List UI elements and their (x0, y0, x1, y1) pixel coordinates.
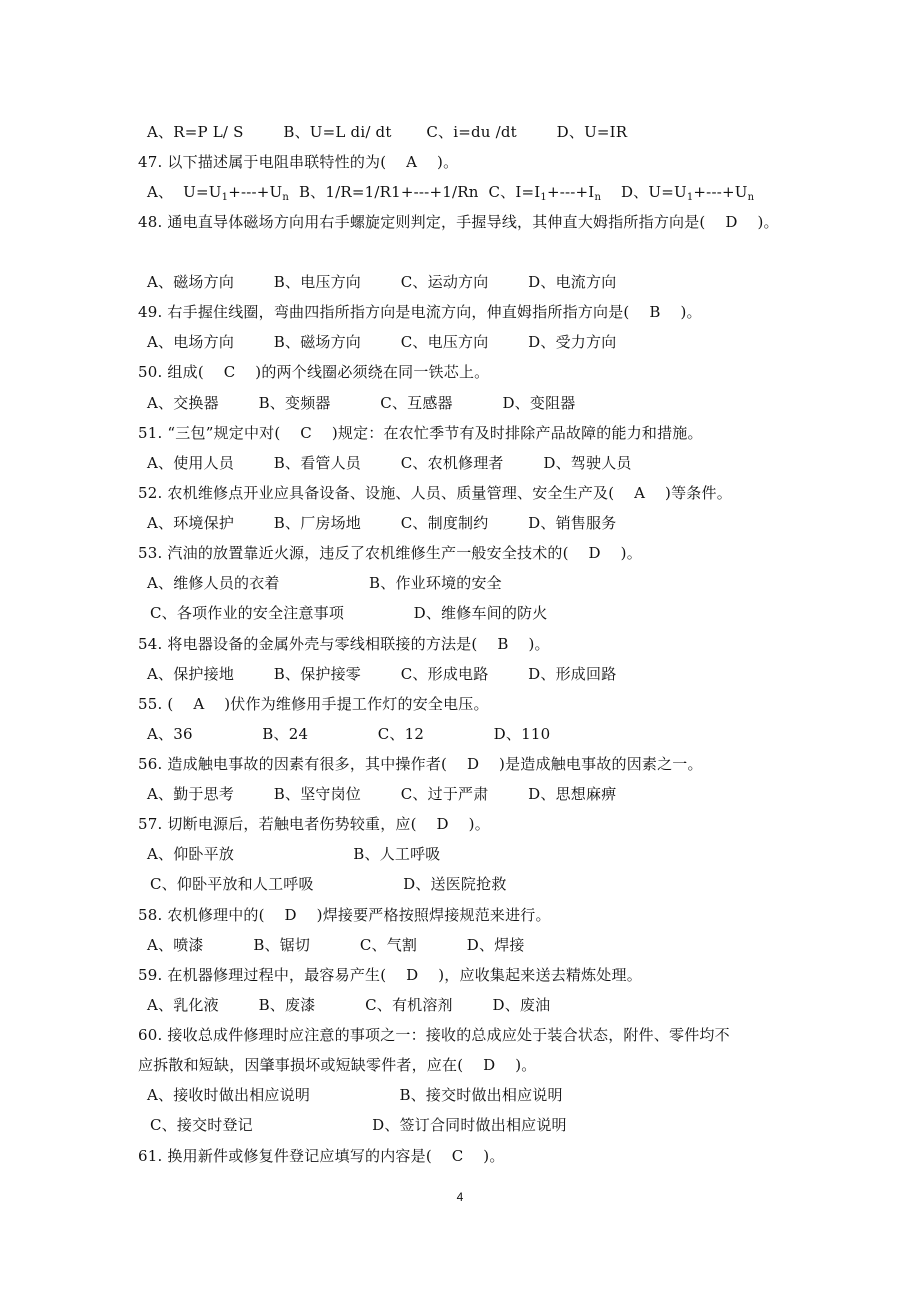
subscript: n (282, 192, 290, 203)
option-line: A、喷漆 B、锯切 C、气割 D、焊接 (147, 936, 525, 954)
question-line: 59. 在机器修理过程中，最容易产生( D )，应收集起来送去精炼处理。 (138, 966, 642, 984)
option-line: A、勤于思考 B、坚守岗位 C、过于严肃 D、思想麻痹 (147, 785, 617, 803)
option-line: A、维修人员的衣着 B、作业环境的安全 (147, 574, 502, 592)
option-line: A、磁场方向 B、电压方向 C、运动方向 D、电流方向 (147, 273, 617, 291)
option-line: A、环境保护 B、厂房场地 C、制度制约 D、销售服务 (147, 514, 617, 532)
formula-text: B、1/R=1/R1+---+1/Rn C、I=I (289, 183, 541, 201)
subscript: 1 (686, 192, 694, 203)
subscript: n (747, 192, 755, 203)
subscript: 1 (540, 192, 547, 203)
option-line: A、接收时做出相应说明 B、接交时做出相应说明 (147, 1086, 563, 1104)
question-line: 55. ( A )伏作为维修用手提工作灯的安全电压。 (138, 695, 489, 713)
question-line: 58. 农机修理中的( D )焊接要严格按照焊接规范来进行。 (138, 906, 551, 924)
option-line: A、使用人员 B、看管人员 C、农机修理者 D、驾驶人员 (147, 454, 632, 472)
option-line: A、电场方向 B、磁场方向 C、电压方向 D、受力方向 (147, 333, 617, 351)
formula-text: D、U=U (601, 183, 687, 201)
question-line: 60. 接收总成件修理时应注意的事项之一：接收的总成应处于装合状态，附件、零件均不 (138, 1026, 730, 1044)
question-line: 49. 右手握住线圈，弯曲四指所指方向是电流方向，伸直姆指所指方向是( B )。 (138, 303, 702, 321)
option-line: C、接交时登记 D、签订合同时做出相应说明 (150, 1116, 567, 1134)
question-line: 56. 造成触电事故的因素有很多，其中操作者( D )是造成触电事故的因素之一。 (138, 755, 703, 773)
question-line: 52. 农机维修点开业应具备设备、设施、人员、质量管理、安全生产及( A )等条件。 (138, 484, 732, 502)
page-number: 4 (456, 1190, 464, 1204)
option-line: A、仰卧平放 B、人工呼吸 (147, 845, 441, 863)
option-line: C、各项作业的安全注意事项 D、维修车间的防火 (150, 604, 548, 622)
subscript: 1 (221, 192, 229, 203)
question-line: 51. “三包”规定中对( C )规定：在农忙季节有及时排除产品故障的能力和措施。 (138, 424, 703, 442)
question-line: 61. 换用新件或修复件登记应填写的内容是( C )。 (138, 1147, 505, 1165)
question-line: 47. 以下描述属于电阻串联特性的为( A )。 (138, 153, 459, 171)
formula-text: +---+I (546, 183, 595, 201)
option-line (147, 182, 754, 202)
question-line: 50. 组成( C )的两个线圈必须绕在同一铁芯上。 (138, 363, 490, 381)
subscript: n (594, 192, 602, 203)
question-line: 54. 将电器设备的金属外壳与零线相联接的方法是( B )。 (138, 635, 550, 653)
formula-text: A、 U=U (147, 183, 222, 201)
formula-text: +---+U (228, 183, 283, 201)
question-line: 57. 切断电源后，若触电者伤势较重，应( D )。 (138, 815, 490, 833)
option-line: A、R=P L/ S B、U=L di/ dt C、i=du /dt D、U=IR (147, 123, 628, 141)
option-line: A、保护接地 B、保护接零 C、形成电路 D、形成回路 (147, 665, 617, 683)
question-line: 53. 汽油的放置靠近火源，违反了农机维修生产一般安全技术的( D )。 (138, 544, 642, 562)
question-line: 48. 通电直导体磁场方向用右手螺旋定则判定，手握导线，其伸直大姆指所指方向是( D )。 (138, 213, 779, 231)
option-line: A、交换器 B、变频器 C、互感器 D、变阻器 (147, 394, 576, 412)
option-line: A、乳化液 B、废漆 C、有机溶剂 D、废油 (147, 996, 551, 1014)
option-line: A、36 B、24 C、12 D、110 (147, 725, 551, 743)
question-line: 应拆散和短缺，因肇事损坏或短缺零件者，应在( D )。 (138, 1056, 537, 1074)
formula-text: +---+U (693, 183, 748, 201)
option-line: C、仰卧平放和人工呼吸 D、送医院抢救 (150, 875, 507, 893)
